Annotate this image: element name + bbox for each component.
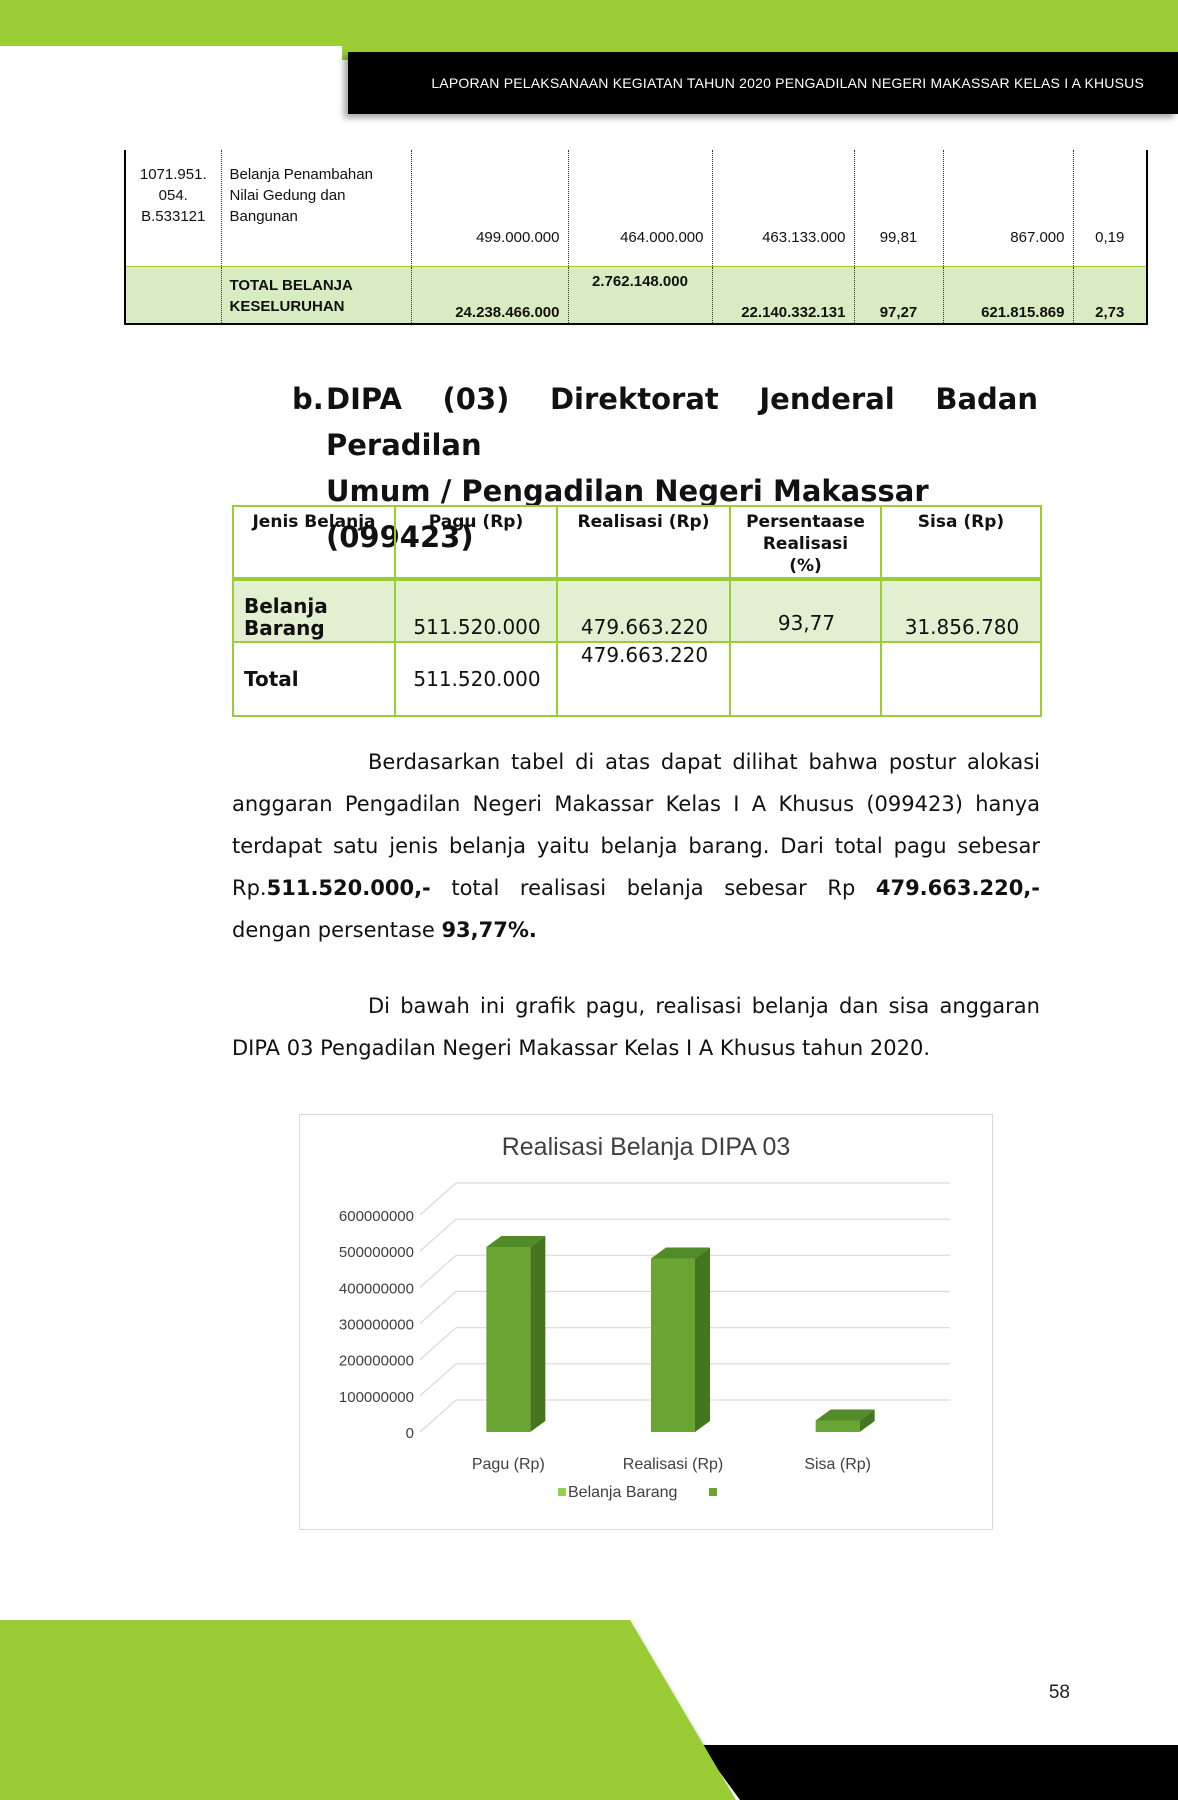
x-tick-label: Pagu (Rp)	[471, 1456, 545, 1473]
section-letter: b.	[292, 382, 324, 416]
legend-label: Belanja Barang	[568, 1484, 678, 1501]
y-tick-label: 400000000	[338, 1280, 414, 1298]
legend-marker-secondary	[709, 1488, 717, 1496]
legend-marker	[558, 1488, 566, 1496]
header-title: LAPORAN PELAKSANAAN KEGIATAN TAHUN 2020 PENGADILAN NEGERI MAKASSAR KELAS I A KHUSUS	[431, 75, 1144, 91]
header-title-bar	[348, 52, 1178, 114]
header-sisa: Sisa (Rp)	[881, 506, 1041, 579]
pagu-total-bold: 511.520.000,-	[266, 876, 431, 900]
table-row	[233, 579, 1041, 642]
jenis-belanja-cell: Belanja Barang	[233, 579, 395, 642]
total-persentase-cell	[730, 642, 881, 716]
header-realisasi: Realisasi (Rp)	[557, 506, 730, 579]
y-tick-label: 0	[405, 1425, 414, 1442]
header-pagu: Pagu (Rp)	[395, 506, 557, 579]
dipa-03-table	[232, 505, 1042, 717]
table-header-row	[233, 506, 1041, 579]
x-tick-label: Realisasi (Rp)	[622, 1456, 724, 1473]
sisa-cell: 31.856.780	[881, 579, 1041, 642]
y-tick-label: 200000000	[338, 1352, 414, 1370]
budget-summary-table	[124, 150, 1148, 325]
realisasi-cell: 479.663.220	[557, 579, 730, 642]
account-code-cell: 1071.951. 054. B.533121	[125, 150, 221, 267]
header-white-notch	[0, 46, 342, 66]
bar-side	[530, 1236, 545, 1432]
chart-canvas	[300, 1115, 992, 1529]
bar	[651, 1259, 695, 1432]
gridline-depth	[420, 1400, 456, 1432]
persen-sisa-cell: 0,19	[1073, 150, 1147, 267]
gridline-depth	[420, 1328, 456, 1360]
total-label-cell: TOTAL BELANJA KESELURUHAN	[221, 267, 411, 325]
gridline-depth	[420, 1364, 456, 1396]
x-tick-label: Sisa (Rp)	[804, 1456, 872, 1473]
total-row	[125, 267, 1147, 325]
total-label-cell: Total	[233, 642, 395, 716]
total-sisa-cell	[881, 642, 1041, 716]
revisi-cell: 464.000.000	[568, 150, 712, 267]
gridline-depth	[420, 1292, 456, 1324]
total-code-cell	[125, 267, 221, 325]
total-row	[233, 642, 1041, 716]
y-tick-label: 600000000	[338, 1208, 414, 1225]
realisasi-cell: 463.133.000	[712, 150, 854, 267]
total-revisi-cell: 2.762.148.000	[568, 267, 712, 325]
bar-side	[695, 1248, 710, 1432]
table-row	[125, 150, 1147, 267]
gridline-depth	[420, 1255, 456, 1287]
persentase-bold: 93,77%.	[441, 918, 537, 942]
total-realisasi-cell: 22.140.332.131	[712, 267, 854, 325]
pagu-cell: 499.000.000	[411, 150, 568, 267]
footer-decoration	[0, 1620, 1178, 1800]
section-heading-line1: DIPA (03) Direktorat Jenderal Badan Peradilan	[326, 382, 1038, 462]
gridline-depth	[420, 1183, 456, 1215]
total-pagu-cell: 511.520.000	[395, 642, 557, 716]
sisa-cell: 867.000	[943, 150, 1073, 267]
page-number: 58	[1048, 1682, 1070, 1703]
pagu-cell: 511.520.000	[395, 579, 557, 642]
header-persentase: Persentaase Realisasi (%)	[730, 506, 881, 579]
total-persen-cell: 97,27	[854, 267, 943, 325]
header-jenis-belanja: Jenis Belanja	[233, 506, 395, 579]
y-tick-label: 100000000	[338, 1388, 414, 1406]
y-tick-label: 500000000	[338, 1244, 414, 1262]
y-tick-label: 300000000	[338, 1316, 414, 1334]
section-heading-line2: Umum / Pengadilan Negeri Makassar (099423)	[326, 474, 929, 554]
realisasi-total-bold: 479.663.220,-	[875, 876, 1040, 900]
total-pagu-cell: 24.238.466.000	[411, 267, 568, 325]
bar	[816, 1420, 860, 1432]
total-persen-sisa-cell: 2,73	[1073, 267, 1147, 325]
total-sisa-cell: 621.815.869	[943, 267, 1073, 325]
gridline-depth	[420, 1219, 456, 1251]
persentase-cell: 93,77	[730, 579, 881, 642]
paragraph-summary: Berdasarkan tabel di atas dapat dilihat bahwa postur alokasi anggaran Pengadilan Negeri Makassar Kelas I A Khusus (099423) hanya terdapat satu jenis belanja yaitu belanja barang. Dari total pagu sebesar Rp.511.520.000,- total realisasi belanja sebesar Rp 479.663.220,- dengan persentase 93,77%.	[232, 750, 1040, 942]
chart-title: Realisasi Belanja DIPA 03	[501, 1133, 791, 1161]
chart-realisasi-belanja	[299, 1114, 993, 1530]
description-cell: Belanja Penambahan Nilai Gedung dan Bangunan	[221, 150, 411, 267]
paragraph-chart-intro: Di bawah ini grafik pagu, realisasi belanja dan sisa anggaran DIPA 03 Pengadilan Negeri Makassar Kelas I A Khusus tahun 2020.	[232, 994, 1040, 1060]
total-realisasi-cell: 479.663.220	[557, 642, 730, 716]
bar	[486, 1247, 530, 1432]
persen-cell: 99,81	[854, 150, 943, 267]
